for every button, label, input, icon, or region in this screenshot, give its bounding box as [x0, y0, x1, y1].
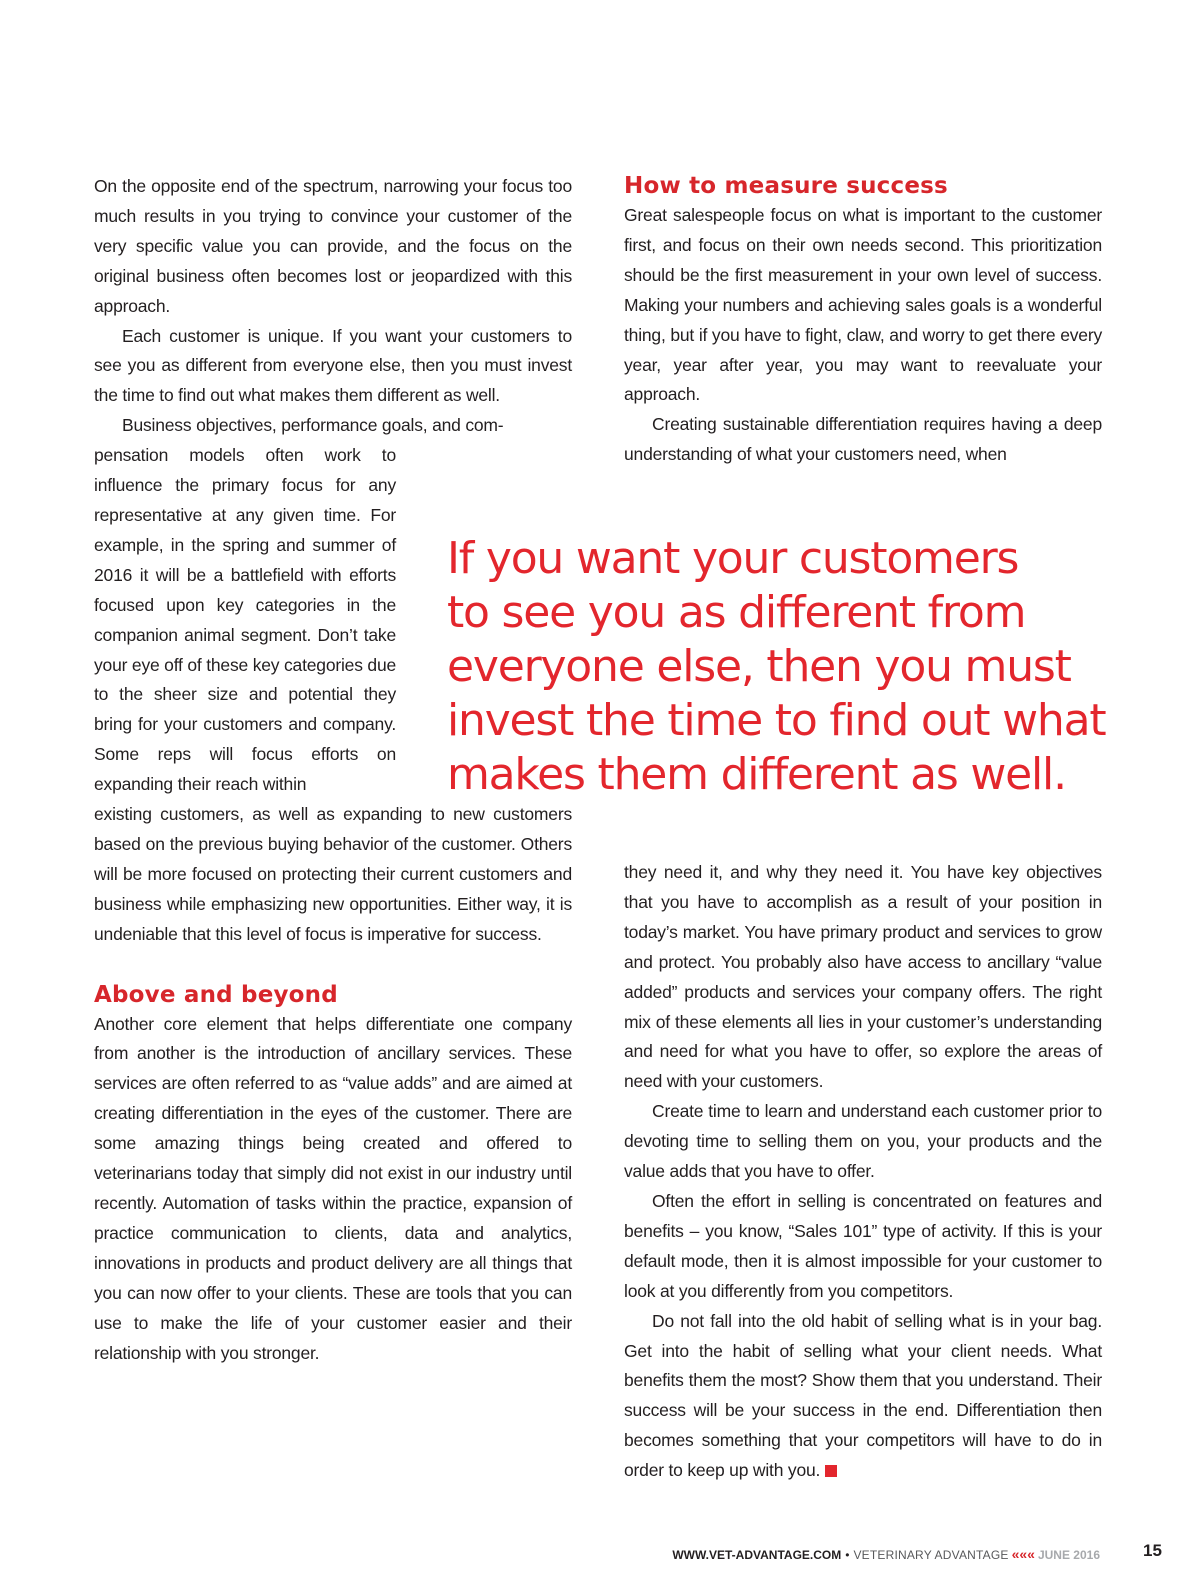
pull-quote: [447, 532, 1137, 802]
body-paragraph: Business objectives, performance goals, and com-: [122, 415, 504, 436]
body-paragraph: On the opposite end of the spectrum, narrowing your focus too much results in you trying to convince your customer of the very specific value you can provide, and the focus on the original business often becomes lost or jeopardized with this approach.: [94, 176, 572, 316]
right-column-top: [624, 171, 1102, 470]
pull-quote-line: everyone else, then you must: [447, 641, 1071, 692]
footer-url: WWW.VET-ADVANTAGE.COM: [672, 1548, 842, 1562]
pull-quote-line: invest the time to find out what: [447, 695, 1106, 746]
section-heading: How to measure success: [624, 173, 948, 199]
pull-quote-line: to see you as different from: [447, 587, 1026, 638]
body-paragraph: existing customers, as well as expanding to new customers based on the previous buying behavior of the customer. Others will be more focused on protecting their current customers and business while emphasizing new opportunities. Either way, it is undeniable that this level of focus is imperative for success.: [94, 804, 572, 944]
pull-quote-line: makes them different as well.: [447, 749, 1066, 800]
body-paragraph-wrap: pensation models often work to influence the primary focus for any representative at any given time. For example, in the spring and summer of 2016 it will be a battlefield with efforts focused upon key categories in the companion animal segment. Don’t take your eye off of these key categories due to the sheer size and potential they bring for your customers and company. Some reps will focus efforts on expanding their reach within: [94, 445, 397, 795]
chevron-left-icon: «««: [1011, 1546, 1035, 1562]
final-paragraph-text: Do not fall into the old habit of selling what is in your bag. Get into the habit of selling what your client needs. What benefits them the most? Show them that you understand. Their success will be your success in the end. Differentiation then becomes something that your competitors will have to do in order to keep up with you.: [624, 1310, 1102, 1481]
page-footer: [672, 1546, 1100, 1563]
body-paragraph: they need it, and why they need it. You have key objectives that you have to accomplish as a result of your position in today’s market. You have primary product and services to grow and protect. You probably also have access to ancillary “value added” products and services your company offers. The right mix of these elements all lies in your customer’s understanding and need for what you have to offer, so explore the areas of need with your customers.: [624, 862, 1102, 1092]
body-paragraph: Great salespeople focus on what is important to the customer first, and focus on their own needs second. This prioritization should be the first measurement in your own level of success. Making your numbers and achieving sales goals is a wonderful thing, but if you have to fight, claw, and worry to get there every year, year after year, you may want to reevaluate your approach.: [624, 205, 1102, 405]
page-number: 15: [1143, 1541, 1162, 1560]
body-paragraph: Each customer is unique. If you want your customers to see you as different from everyone else, then you must invest the time to find out what makes them different as well.: [94, 325, 572, 406]
body-paragraph: Often the effort in selling is concentrated on features and benefits – you know, “Sales 101” type of activity. If this is your default mode, then it is almost impossible for your customer to look at you differently from you competitors.: [624, 1190, 1102, 1301]
body-paragraph: Creating sustainable differentiation requires having a deep understanding of what your customers need, when: [624, 414, 1102, 465]
footer-separator: •: [845, 1548, 850, 1562]
end-of-article-icon: [825, 1465, 837, 1477]
body-paragraph: Create time to learn and understand each customer prior to devoting time to selling them on you, your products and the value adds that you have to offer.: [624, 1101, 1102, 1182]
pull-quote-line: If you want your customers: [447, 533, 1019, 584]
section-heading: Above and beyond: [94, 981, 338, 1008]
footer-magazine-name: VETERINARY ADVANTAGE: [853, 1548, 1009, 1562]
right-column-bottom: [624, 858, 1102, 1486]
footer-date: JUNE 2016: [1037, 1548, 1100, 1562]
body-paragraph: [624, 1307, 1102, 1486]
body-paragraph: Another core element that helps differentiate one company from another is the introduction of ancillary services. These services are often referred to as “value adds” and are aimed at creating differentiation in the eyes of the customer. There are some amazing things being created and offered to veterinarians today that simply did not exist in our industry until recently. Automation of tasks within the practice, expansion of practice communication to clients, data and analytics, innovations in products and product delivery are all things that you can now offer to your clients. These are tools that you can use to make the life of your customer easier and their relationship with you stronger.: [94, 1013, 572, 1363]
